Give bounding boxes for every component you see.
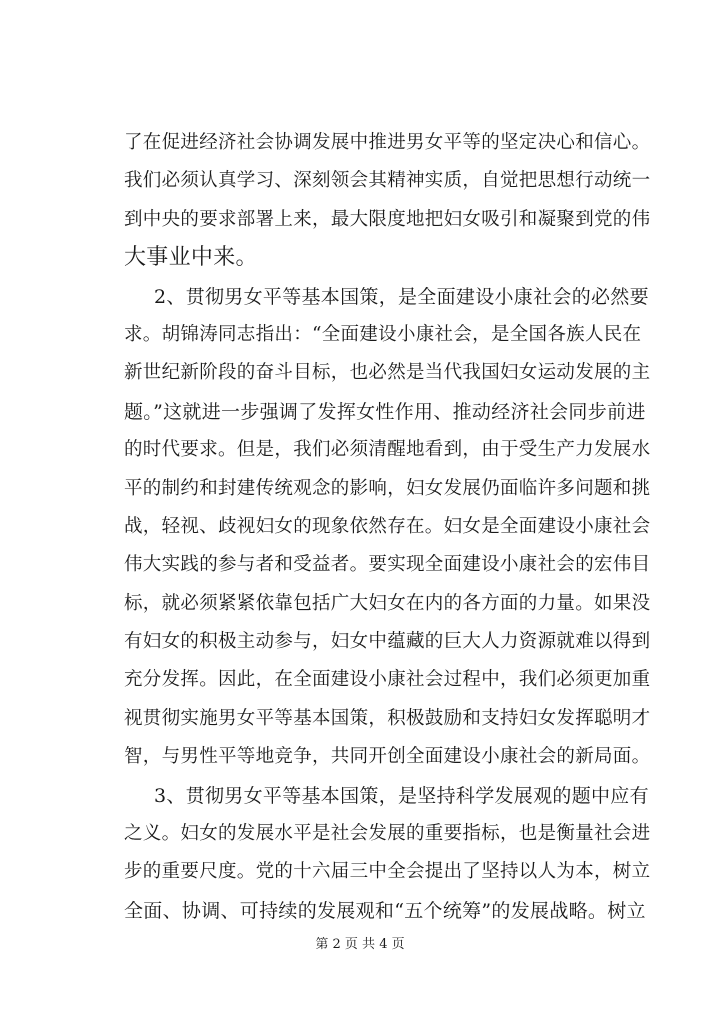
text-line: 新世纪新阶段的奋斗目标，也必然是当代我国妇女运动发展的主 bbox=[124, 362, 651, 384]
text-line: 有妇女的积极主动参与，妇女中蕴藏的巨大人力资源就难以得到 bbox=[124, 631, 651, 653]
text-line: 大事业中来。 bbox=[124, 245, 258, 271]
text-line: 求。胡锦涛同志指出：“全面建设小康社会，是全国各族人民在 bbox=[124, 323, 642, 345]
text-line: 到中央的要求部署上来，最大限度地把妇女吸引和凝聚到党的伟 bbox=[124, 208, 651, 230]
text-line: 了在促进经济社会协调发展中推进男女平等的坚定决心和信心。 bbox=[124, 132, 651, 153]
text-line: 智，与男性平等地竞争，共同开创全面建设小康社会的新局面。 bbox=[124, 746, 651, 768]
text-line: 题。”这就进一步强调了发挥女性作用、推动经济社会同步前进 bbox=[124, 400, 646, 423]
paragraph-2-start: 2、贯彻男女平等基本国策，是全面建设小康社会的必然要 bbox=[154, 285, 649, 308]
text-line: 的时代要求。但是，我们必须清醒地看到，由于受生产力发展水 bbox=[124, 439, 651, 461]
text-line: 战，轻视、歧视妇女的现象依然存在。妇女是全面建设小康社会 bbox=[124, 515, 651, 537]
text-line: 步的重要尺度。党的十六届三中全会提出了坚持以人为本，树立 bbox=[124, 861, 651, 883]
body-text bbox=[124, 124, 654, 930]
text-line: 视贯彻实施男女平等基本国策，积极鼓励和支持妇女发挥聪明才 bbox=[124, 707, 651, 729]
text-line: 我们必须认真学习、深刻领会其精神实质，自觉把思想行动统一 bbox=[124, 170, 651, 192]
text-line: 平的制约和封建传统观念的影响，妇女发展仍面临许多问题和挑 bbox=[124, 477, 651, 499]
text-line: 充分发挥。因此，在全面建设小康社会过程中，我们必须更加重 bbox=[124, 669, 651, 691]
text-line: 之义。妇女的发展水平是社会发展的重要指标，也是衡量社会进 bbox=[124, 823, 651, 845]
text-line: 标，就必须紧紧依靠包括广大妇女在内的各方面的力量。如果没 bbox=[124, 592, 651, 614]
text-line: 全面、协调、可持续的发展观和“五个统筹”的发展战略。树立 bbox=[124, 899, 646, 922]
page-number-footer: 第 2 页 共 4 页 bbox=[315, 937, 405, 952]
paragraph-3-start: 3、贯彻男女平等基本国策，是坚持科学发展观的题中应有 bbox=[154, 784, 649, 807]
text-line: 伟大实践的参与者和受益者。要实现全面建设小康社会的宏伟目 bbox=[124, 554, 651, 576]
